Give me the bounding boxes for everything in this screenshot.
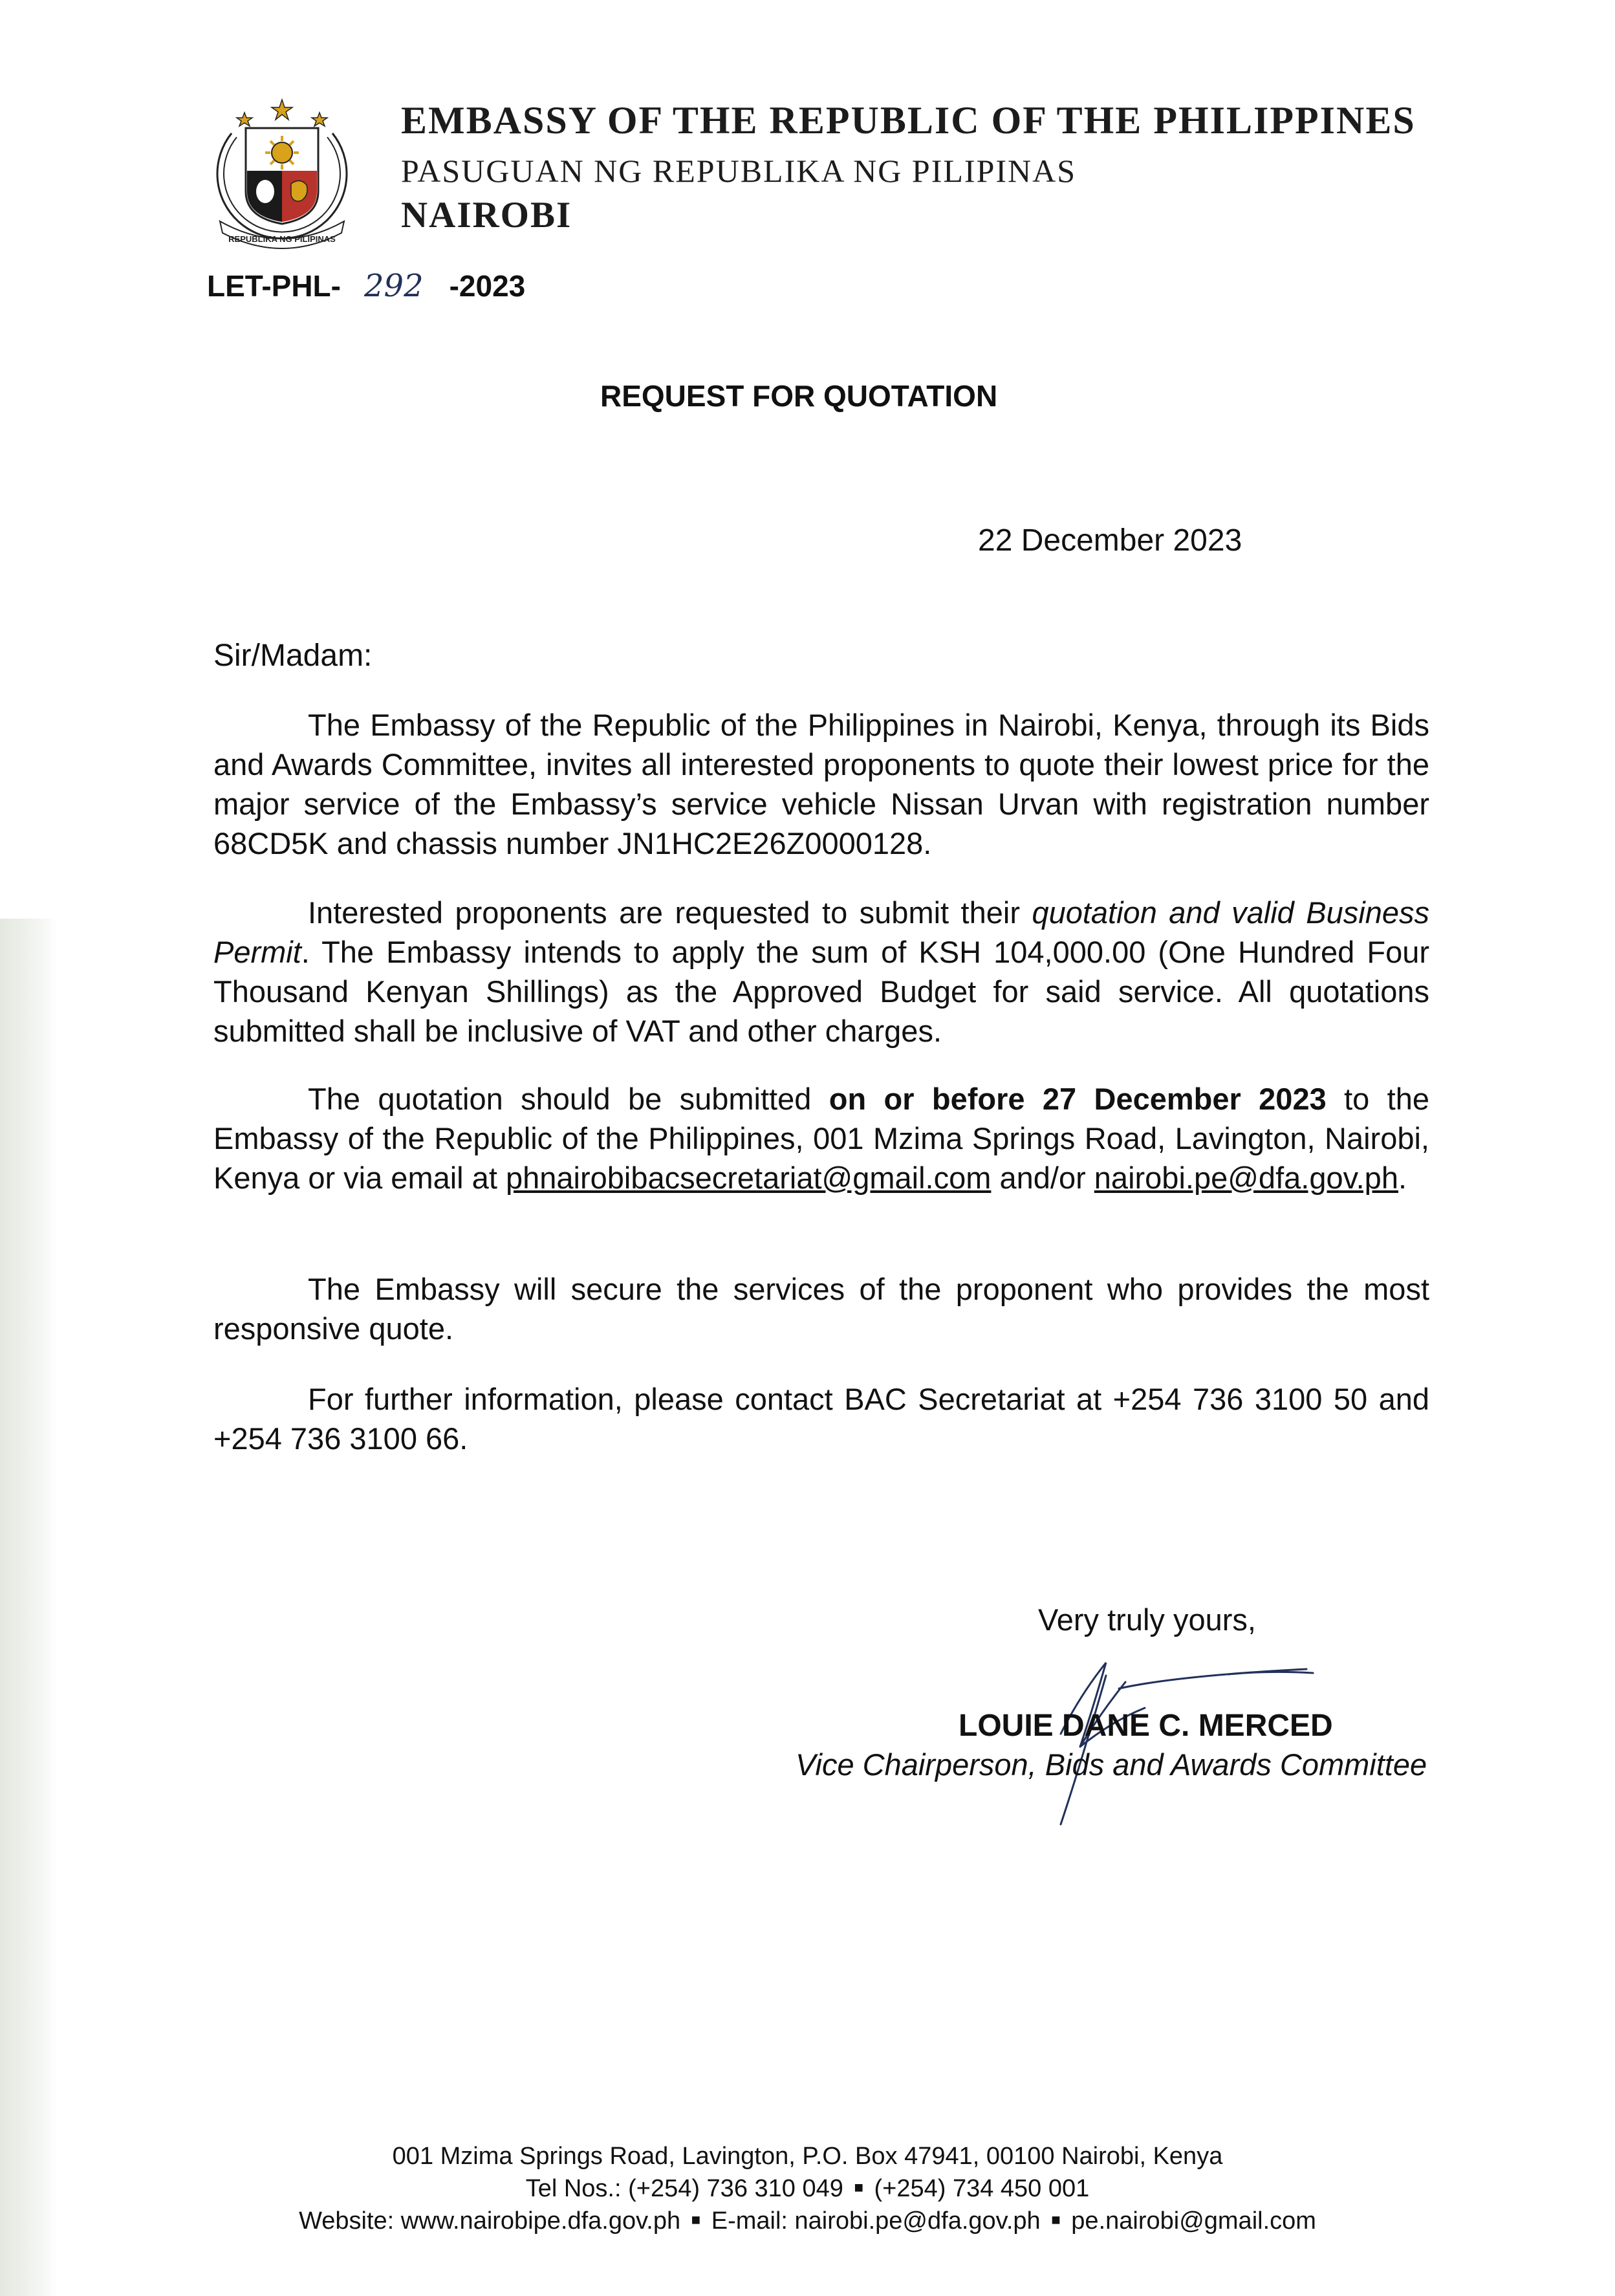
signer-name: LOUIE DANE C. MERCED xyxy=(959,1709,1333,1743)
salutation: Sir/Madam: xyxy=(213,639,373,673)
required-documents: quotation and valid Business Permit xyxy=(213,895,1429,969)
footer-web-email: Website: www.nairobipe.dfa.gov.ph ■ E-mail: nairobi.pe@dfa.gov.ph ■ pe.nairobi@gmail.com xyxy=(299,2207,1316,2235)
document-date: 22 December 2023 xyxy=(978,523,1242,558)
bac-email-link[interactable]: phnairobibacsecretariat@gmail.com xyxy=(505,1161,992,1195)
reference-handwritten-number: 292 xyxy=(363,268,424,304)
reference-number xyxy=(207,268,525,304)
embassy-email-link[interactable]: nairobi.pe@dfa.gov.ph xyxy=(1094,1161,1398,1195)
footer-website-link[interactable]: www.nairobipe.dfa.gov.ph xyxy=(400,2207,681,2235)
footer-address: 001 Mzima Springs Road, Lavington, P.O. Box 47941, 00100 Nairobi, Kenya xyxy=(392,2143,1223,2170)
bullet-icon: ■ xyxy=(1051,2211,1061,2229)
footer-telephone: Tel Nos.: (+254) 736 310 049 ■ (+254) 734 450 001 xyxy=(525,2175,1090,2202)
paragraph-requirements: Interested proponents are requested to submit their quotation and valid Business Permit. The Embassy intends to apply the sum of KSH 104,000.00 (One Hundred Four Thousand Kenyan Shillings) as the Approved Budget for said service. All quotations submitted shall be inclusive of VAT and other charges. xyxy=(213,895,1429,1048)
bullet-icon: ■ xyxy=(691,2211,701,2229)
embassy-city: NAIROBI xyxy=(401,195,572,235)
embassy-name-filipino: PASUGUAN NG REPUBLIKA NG PILIPINAS xyxy=(401,153,1077,189)
closing-line: Very truly yours, xyxy=(1038,1602,1256,1637)
paragraph-contact: For further information, please contact BAC Secretariat at +254 736 3100 50 and +254 736 3100 66. xyxy=(213,1382,1429,1456)
signer-position: Vice Chairperson, Bids and Awards Committee xyxy=(796,1747,1427,1782)
page-edge-shadow xyxy=(0,919,57,2296)
bullet-icon: ■ xyxy=(854,2179,863,2196)
paragraph-award: The Embassy will secure the services of the proponent who provides the most responsive quote. xyxy=(213,1272,1429,1346)
paragraph-invitation: The Embassy of the Republic of the Philippines in Nairobi, Kenya, through its Bids and Awards Committee, invites all interested proponents to quote their lowest price for the major service of the Embassy’s service vehicle Nissan Urvan with registration number 68CD5K and chassis number JN1HC2E26Z0000128. xyxy=(213,708,1429,860)
reference-suffix: -2023 xyxy=(449,269,526,303)
philippine-coat-of-arms-icon xyxy=(206,94,358,255)
footer-tel-1: (+254) 736 310 049 xyxy=(628,2175,843,2202)
embassy-name-english: EMBASSY OF THE REPUBLIC OF THE PHILIPPINES xyxy=(401,99,1416,142)
reference-prefix: LET-PHL- xyxy=(207,269,341,303)
paragraph-submission: The quotation should be submitted on or before 27 December 2023 to the Embassy of the Republic of the Philippines, 001 Mzima Springs Road, Lavington, Nairobi, Kenya or via email at phnairobibacsecretariat@gmail.com and/or nairobi.pe@dfa.gov.ph. xyxy=(213,1082,1429,1195)
document-title: REQUEST FOR QUOTATION xyxy=(600,379,998,413)
submission-deadline: on or before 27 December 2023 xyxy=(829,1082,1327,1116)
footer-tel-2: (+254) 734 450 001 xyxy=(874,2175,1090,2202)
footer-email-link-1[interactable]: nairobi.pe@dfa.gov.ph xyxy=(794,2207,1041,2235)
svg-text:REPUBLIKA NG PILIPINAS: REPUBLIKA NG PILIPINAS xyxy=(228,234,336,244)
footer-email-link-2[interactable]: pe.nairobi@gmail.com xyxy=(1071,2207,1316,2235)
